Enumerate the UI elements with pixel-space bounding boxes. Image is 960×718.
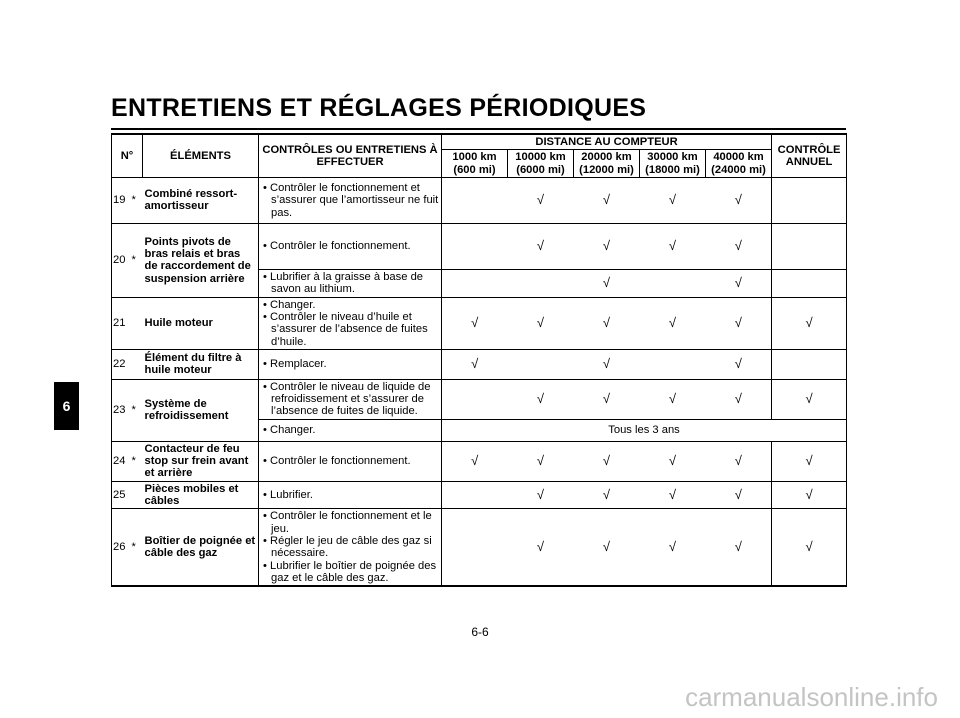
check-mark-icon: √	[734, 315, 742, 331]
row-checks	[259, 349, 442, 379]
check-mark-cell	[706, 269, 772, 297]
check-mark-icon: √	[536, 539, 545, 555]
check-mark-cell	[706, 223, 772, 269]
check-mark-cell	[442, 379, 508, 419]
row-number: 22	[112, 349, 132, 379]
table-row	[112, 297, 847, 349]
row-star: *	[132, 177, 143, 223]
check-mark-cell	[706, 177, 772, 223]
check-mark-cell	[706, 481, 772, 509]
interval-note: Tous les 3 ans	[442, 419, 847, 441]
check-mark-icon: √	[734, 275, 742, 291]
row-number: 24	[112, 441, 132, 481]
check-mark-icon: √	[734, 192, 742, 208]
row-star	[132, 481, 143, 509]
check-item	[261, 299, 439, 311]
check-mark-icon: √	[668, 391, 677, 407]
check-mark-cell	[508, 269, 574, 297]
check-mark-cell	[574, 223, 640, 269]
table-row	[112, 441, 847, 481]
row-checks	[259, 269, 442, 297]
bullet-icon: •	[263, 358, 271, 371]
check-mark-cell	[508, 379, 574, 419]
check-text: Lubrifier à la graisse à base de savon au lithium.	[270, 270, 424, 296]
check-item	[261, 510, 439, 535]
check-mark-cell	[574, 297, 640, 349]
check-item	[261, 240, 439, 252]
header-items: ÉLÉMENTS	[143, 134, 259, 177]
check-mark-cell	[640, 441, 706, 481]
check-mark-icon: √	[805, 315, 813, 331]
check-item	[261, 489, 439, 501]
check-text: Changer.	[270, 298, 316, 311]
row-number: 21	[112, 297, 132, 349]
check-mark-cell	[574, 441, 640, 481]
table-row	[112, 481, 847, 509]
chapter-tab: 6	[54, 382, 79, 430]
row-checks	[259, 297, 442, 349]
check-mark-cell	[706, 297, 772, 349]
row-star	[132, 297, 143, 349]
check-mark-cell	[772, 269, 847, 297]
check-item	[261, 182, 439, 219]
header-distance-4: 30000 km (18000 mi)	[640, 150, 706, 178]
check-mark-icon: √	[734, 539, 742, 555]
table-row	[112, 349, 847, 379]
row-number: 25	[112, 481, 132, 509]
check-mark-icon: √	[471, 315, 479, 331]
check-mark-cell	[574, 509, 640, 586]
check-mark-icon: √	[734, 391, 742, 407]
check-mark-icon: √	[805, 453, 813, 469]
row-checks	[259, 177, 442, 223]
check-mark-cell	[442, 509, 508, 586]
row-item: Combiné ressort-amortisseur	[143, 177, 259, 223]
page-title: ENTRETIENS ET RÉGLAGES PÉRIODIQUES	[111, 94, 647, 122]
check-mark-icon: √	[602, 275, 611, 291]
check-item	[261, 535, 439, 560]
check-text: Contrôler le fonctionnement et le jeu.	[270, 510, 432, 535]
check-mark-cell	[442, 177, 508, 223]
header-checks: CONTRÔLES OU ENTRETIENS À EFFECTUER	[259, 134, 442, 177]
check-mark-icon: √	[805, 486, 813, 502]
check-item	[261, 381, 439, 418]
check-mark-cell	[640, 269, 706, 297]
bullet-icon: •	[263, 534, 271, 547]
row-checks	[259, 481, 442, 509]
row-star: *	[132, 379, 143, 441]
check-mark-cell	[442, 481, 508, 509]
table-row	[112, 177, 847, 223]
check-mark-icon: √	[602, 238, 611, 254]
row-number: 20	[112, 223, 132, 297]
check-text: Contrôler le fonctionnement.	[270, 455, 411, 468]
check-mark-cell	[508, 349, 574, 379]
bullet-icon: •	[263, 455, 271, 468]
check-mark-cell	[640, 481, 706, 509]
check-mark-cell	[772, 481, 847, 509]
row-star: *	[132, 509, 143, 586]
check-text: Remplacer.	[270, 358, 327, 371]
check-mark-cell	[442, 223, 508, 269]
row-item: Huile moteur	[143, 297, 259, 349]
check-mark-cell	[442, 297, 508, 349]
check-mark-icon: √	[805, 391, 813, 407]
check-mark-icon: √	[602, 192, 611, 208]
row-number: 23	[112, 379, 132, 441]
check-mark-cell	[508, 509, 574, 586]
row-number: 26	[112, 509, 132, 586]
row-item: Contacteur de feu stop sur frein avant et arrière	[143, 441, 259, 481]
check-mark-icon: √	[602, 391, 611, 407]
check-text: Lubrifier le boîtier de poignée des gaz et le câble des gaz.	[270, 559, 437, 584]
check-mark-icon: √	[536, 315, 545, 331]
check-mark-cell	[772, 379, 847, 419]
bullet-icon: •	[263, 240, 271, 253]
check-mark-cell	[772, 177, 847, 223]
bullet-icon: •	[263, 181, 271, 194]
bullet-icon: •	[263, 380, 271, 393]
check-item	[261, 271, 439, 296]
check-mark-icon: √	[536, 486, 545, 502]
header-distance-1: 1000 km (600 mi)	[442, 150, 508, 178]
check-mark-cell	[442, 441, 508, 481]
row-number: 19	[112, 177, 132, 223]
check-mark-cell	[640, 223, 706, 269]
check-mark-cell	[574, 379, 640, 419]
header-annual: CONTRÔLE ANNUEL	[772, 134, 847, 177]
check-mark-icon: √	[668, 192, 677, 208]
check-mark-cell	[706, 379, 772, 419]
check-item	[261, 560, 439, 585]
check-mark-icon: √	[668, 453, 677, 469]
check-text: Contrôler le fonctionnement et s’assurer que l’amortisseur ne fuit pas.	[270, 181, 439, 219]
check-mark-cell	[640, 349, 706, 379]
bullet-icon: •	[263, 510, 271, 523]
bullet-icon: •	[263, 424, 271, 437]
header-distance-2: 10000 km (6000 mi)	[508, 150, 574, 178]
check-text: Contrôler le fonctionnement.	[270, 240, 411, 253]
row-item: Système de refroidissement	[143, 379, 259, 441]
check-item	[261, 358, 439, 370]
check-mark-cell	[442, 269, 508, 297]
check-mark-cell	[640, 379, 706, 419]
check-mark-cell	[574, 177, 640, 223]
check-mark-icon: √	[668, 486, 677, 502]
check-mark-cell	[772, 441, 847, 481]
check-mark-cell	[772, 297, 847, 349]
check-mark-icon: √	[805, 539, 813, 555]
check-item	[261, 455, 439, 467]
check-text: Contrôler le niveau de liquide de refroidissement et s’assurer de l’absence de fuites de liquide.	[270, 380, 431, 418]
check-mark-cell	[706, 509, 772, 586]
check-mark-cell	[574, 481, 640, 509]
check-mark-icon: √	[536, 238, 545, 254]
check-mark-icon: √	[668, 238, 677, 254]
table-row	[112, 509, 847, 586]
row-checks	[259, 441, 442, 481]
check-mark-icon: √	[602, 453, 611, 469]
bullet-icon: •	[263, 310, 271, 323]
table-row	[112, 223, 847, 269]
check-mark-icon: √	[602, 315, 611, 331]
check-mark-cell	[508, 481, 574, 509]
table-row	[112, 379, 847, 419]
check-mark-cell	[508, 177, 574, 223]
check-mark-cell	[574, 349, 640, 379]
bullet-icon: •	[263, 270, 271, 283]
check-mark-icon: √	[602, 486, 611, 502]
header-no: N°	[112, 134, 143, 177]
check-mark-icon: √	[602, 539, 611, 555]
check-mark-cell	[508, 297, 574, 349]
check-mark-icon: √	[536, 453, 545, 469]
check-mark-cell	[640, 509, 706, 586]
row-item: Points pivots de bras relais et bras de raccordement de suspension arrière	[143, 223, 259, 297]
check-mark-cell	[640, 297, 706, 349]
check-mark-icon: √	[471, 356, 479, 372]
check-mark-cell	[574, 269, 640, 297]
check-item	[261, 311, 439, 348]
watermark: carmanualsonline.info	[685, 682, 938, 712]
check-mark-cell	[706, 349, 772, 379]
row-item: Élément du filtre à huile moteur	[143, 349, 259, 379]
title-rule	[111, 128, 846, 130]
check-mark-cell	[706, 441, 772, 481]
check-mark-icon: √	[734, 486, 742, 502]
check-mark-icon: √	[668, 315, 677, 331]
row-checks	[259, 379, 442, 419]
check-mark-cell	[772, 223, 847, 269]
page-number: 6-6	[471, 625, 489, 639]
check-mark-icon: √	[668, 539, 677, 555]
header-distance-3: 20000 km (12000 mi)	[574, 150, 640, 178]
check-item	[261, 424, 439, 436]
check-mark-icon: √	[536, 192, 545, 208]
check-mark-cell	[442, 349, 508, 379]
check-mark-cell	[772, 349, 847, 379]
row-star: *	[132, 223, 143, 297]
row-item: Boîtier de poignée et câble des gaz	[143, 509, 259, 586]
check-mark-icon: √	[734, 453, 742, 469]
maintenance-table	[111, 133, 847, 587]
check-mark-icon: √	[734, 356, 742, 372]
check-mark-cell	[508, 223, 574, 269]
check-text: Changer.	[270, 424, 316, 437]
row-checks	[259, 223, 442, 269]
check-mark-cell	[772, 509, 847, 586]
check-mark-icon: √	[602, 356, 611, 372]
check-mark-icon: √	[734, 238, 742, 254]
bullet-icon: •	[263, 488, 271, 501]
check-text: Régler le jeu de câble des gaz si nécessaire.	[270, 534, 432, 560]
row-star	[132, 349, 143, 379]
check-mark-cell	[640, 177, 706, 223]
check-mark-icon: √	[536, 391, 545, 407]
row-star: *	[132, 441, 143, 481]
check-mark-icon: √	[471, 453, 479, 469]
bullet-icon: •	[263, 298, 271, 311]
check-text: Lubrifier.	[270, 488, 313, 501]
check-text: Contrôler le niveau d’huile et s’assurer de l’absence de fuites d’huile.	[270, 310, 428, 348]
header-distance-5: 40000 km (24000 mi)	[706, 150, 772, 178]
row-checks	[259, 509, 442, 586]
row-checks	[259, 419, 442, 441]
check-mark-cell	[508, 441, 574, 481]
row-item: Pièces mobiles et câbles	[143, 481, 259, 509]
bullet-icon: •	[263, 559, 271, 572]
header-distance: DISTANCE AU COMPTEUR	[442, 134, 772, 150]
